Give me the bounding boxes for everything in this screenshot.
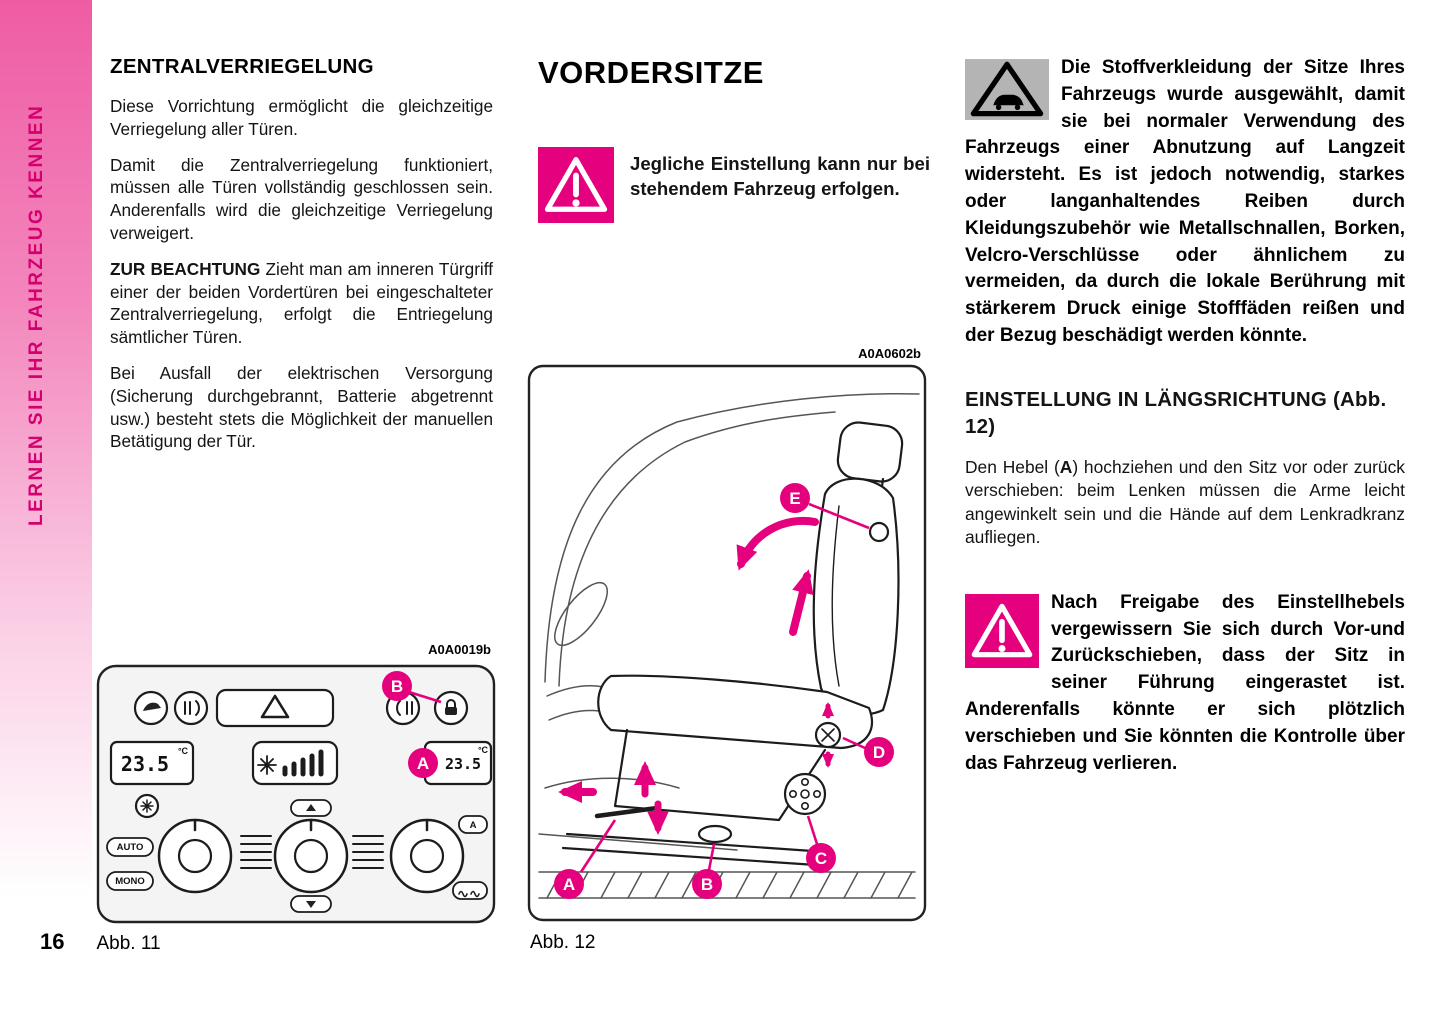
chapter-sideband [0, 0, 92, 1019]
svg-text:A: A [562, 875, 576, 894]
car-warning-icon [965, 59, 1049, 120]
adjust-warning-block [965, 590, 1405, 778]
svg-text:A: A [416, 754, 430, 773]
svg-text:B: B [700, 875, 714, 894]
footer-left [40, 929, 161, 955]
page-number: 16 [40, 929, 65, 954]
gear-icon [141, 800, 153, 812]
warning-block [538, 147, 930, 223]
svg-text:B: B [390, 677, 404, 696]
svg-text:C: C [814, 849, 828, 868]
heading-vordersitze: VORDERSITZE [538, 55, 764, 90]
paragraph-note [110, 258, 493, 349]
paragraph-lever: Den Hebel (A) hochziehen und den Sitz vor oder zurück verschieben: beim Lenken müssen die Arme leicht angewinkelt sein und die Hände auf dem Lenkradkranz aufliegen. [965, 456, 1405, 548]
chapter-title-vertical: LERNEN SIE IHR FAHRZEUG KENNEN [26, 103, 47, 526]
climate-panel-illustration [95, 660, 497, 928]
mono-button-label: MONO [115, 876, 145, 887]
lever-key: A [1059, 456, 1073, 477]
note-label: ZUR BEACHTUNG [110, 258, 261, 279]
figure-front-seat [527, 346, 927, 927]
backrest [814, 479, 899, 715]
warning-triangle-icon [965, 594, 1039, 668]
temp-unit: °C [177, 746, 189, 756]
svg-text:D: D [872, 743, 886, 762]
column-left [110, 55, 493, 466]
figure-reference: (Abb. 12) [965, 387, 1387, 438]
column-center [538, 55, 930, 223]
temp-unit: °C [477, 745, 489, 755]
figure-code: A0A0602b [858, 346, 921, 361]
fabric-warning-icon-wrap [965, 59, 1049, 129]
callout-a [408, 748, 438, 778]
passenger-temp-display: 23.5 [444, 755, 482, 773]
warning-text: Jegliche Einstellung kann nur bei stehendem Fahrzeug erfolgen. [630, 153, 930, 199]
figure-caption: Abb. 12 [530, 932, 596, 953]
headrest-knob [870, 523, 888, 541]
svg-text:E: E [789, 489, 801, 508]
note-text: Zieht man am inneren Türgriff einer der beiden Vordertüren bei eingeschalteter Zentralverriegelung, erfolgt die Entriegelung sämtlicher Türen. [110, 258, 493, 348]
driver-temp-display: 23.5 [120, 752, 170, 776]
paragraph: Damit die Zentralverriegelung funktioniert, müssen alle Türen vollständig geschlossen sein. Anderenfalls wird die gleichzeitige Verriegelung verweigert. [110, 154, 493, 243]
warning-triangle-icon [538, 147, 614, 223]
heading-zentralverriegelung: ZENTRALVERRIEGELUNG [110, 55, 374, 78]
height-lever [699, 826, 731, 842]
column-right [965, 55, 1405, 777]
fabric-warning-text: Die Stoffverkleidung der Sitze Ihres Fahrzeugs wurde ausgewählt, damit sie bei normaler Verwendung des Fahrzeugs einer Abnutzung auf Langzeit widersteht. Es ist jedoch notwendig, starkes oder langanhaltendes Reiben durch Kleidungszubehör wie Metallschnallen, Borken, Velcro-Verschlüsse oder ähnlichem zu vermeiden, da durch die lokale Berührung mit stärkerem Druck einige Stofffäden reißen und der Bezug beschädigt werden könnte. [965, 57, 1405, 346]
seat-illustration [527, 364, 927, 922]
a-button-label: A [469, 820, 477, 831]
figure-code: A0A0019b [428, 642, 491, 657]
adjust-warning-icon-wrap [965, 594, 1039, 677]
snowflake-icon [258, 756, 276, 774]
paragraph: Diese Vorrichtung ermöglicht die gleichzeitige Verriegelung aller Türen. [110, 96, 493, 139]
adjust-warning-text: Nach Freigabe des Einstellhebels vergewissern Sie sich durch Vor-und Zurückschieben, dass der Sitz in seiner Führung eingerastet ist. Anderenfalls könnte er sich plötzlich verschieben und Sie könnten die Kontrolle über das Fahrzeug verlieren. [965, 591, 1405, 774]
fabric-warning-block [965, 55, 1405, 350]
heading-einstellung-laengsrichtung: EINSTELLUNG IN LÄNGSRICHTUNG (Abb. 12) [965, 387, 1387, 438]
figure-climate-panel [95, 642, 497, 933]
figure-caption: Abb. 11 [96, 933, 161, 954]
headrest [836, 420, 904, 483]
auto-button-label: AUTO [116, 842, 144, 853]
lock-icon [445, 707, 457, 715]
paragraph: Bei Ausfall der elektrischen Versorgung (Sicherung durchgebrannt, Batterie abgetrennt usw.) besteht stets die Möglichkeit der manuellen Betätigung der Tür. [110, 362, 493, 452]
